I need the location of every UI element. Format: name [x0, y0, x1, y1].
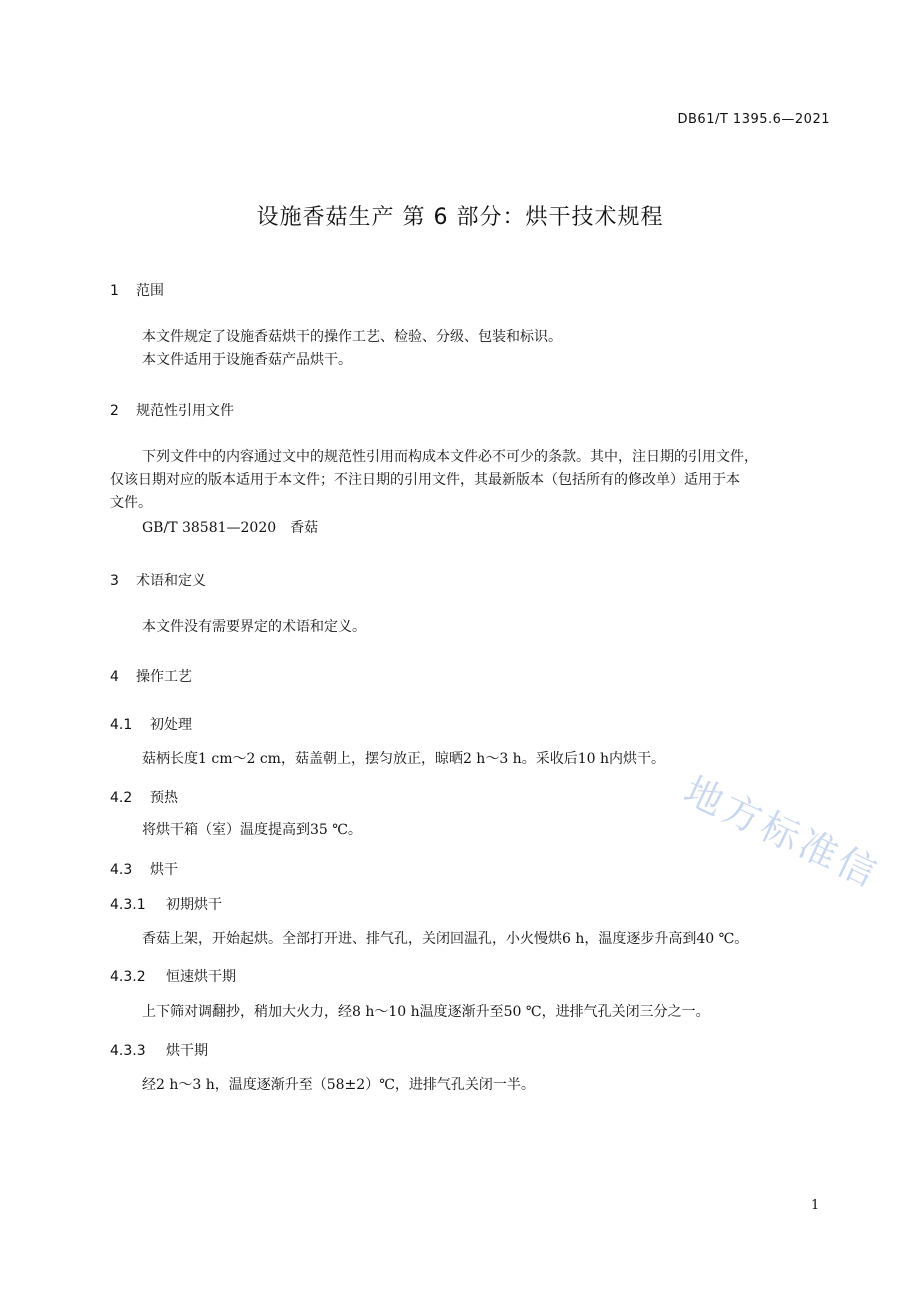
section-number: 1: [110, 283, 119, 299]
section-number: 4.3.1: [110, 897, 146, 913]
section-title: 术语和定义: [136, 573, 206, 589]
section-number: 2: [110, 403, 119, 419]
paragraph-line: 文件。: [110, 495, 152, 511]
section-number: 4.2: [110, 790, 133, 806]
normative-reference: GB/T 38581—2020 香菇: [142, 520, 319, 536]
section-title: 初期烘干: [166, 897, 222, 913]
section-4-3-heading: [110, 859, 178, 879]
standard-code: DB61/T 1395.6—2021: [677, 112, 830, 127]
section-title: 烘干: [150, 862, 178, 878]
paragraph-line: 下列文件中的内容通过文中的规范性引用而构成本文件必不可少的条款。其中，注日期的引用文件，: [142, 449, 758, 465]
section-4-2-heading: [110, 787, 178, 807]
section-title: 操作工艺: [136, 669, 192, 685]
document-title: 设施香菇生产 第 6 部分：烘干技术规程: [256, 205, 664, 230]
section-4-3-3-heading: [110, 1040, 208, 1060]
section-4-1-heading: [110, 714, 192, 734]
section-3-heading: [110, 570, 206, 590]
paragraph: 经2 h～3 h，温度逐渐升至（58±2）℃，进排气孔关闭一半。: [142, 1077, 535, 1093]
paragraph: 菇柄长度1 cm～2 cm，菇盖朝上，摆匀放正，晾晒2 h～3 h。采收后10 h内烘干。: [142, 751, 665, 767]
section-title: 恒速烘干期: [166, 969, 236, 985]
section-number: 4.1: [110, 717, 133, 733]
section-4-3-2-heading: [110, 966, 236, 986]
section-2-heading: [110, 400, 234, 420]
page-number: 1: [811, 1198, 820, 1213]
section-title: 预热: [150, 790, 178, 806]
section-title: 范围: [136, 283, 164, 299]
section-4-heading: [110, 666, 192, 686]
paragraph: 将烘干箱（室）温度提高到35 ℃。: [142, 822, 362, 838]
paragraph: 本文件规定了设施香菇烘干的操作工艺、检验、分级、包装和标识。: [142, 329, 562, 345]
paragraph: 本文件适用于设施香菇产品烘干。: [142, 352, 352, 368]
section-number: 4.3.2: [110, 969, 146, 985]
section-number: 4.3.3: [110, 1043, 146, 1059]
section-title: 烘干期: [166, 1043, 208, 1059]
paragraph-line: 仅该日期对应的版本适用于本文件；不注日期的引用文件，其最新版本（包括所有的修改单）适用于本: [110, 472, 740, 488]
section-number: 4.3: [110, 862, 133, 878]
section-number: 4: [110, 669, 119, 685]
section-1-heading: [110, 280, 164, 300]
paragraph: 上下筛对调翻抄，稍加大火力，经8 h～10 h温度逐渐升至50 ℃，进排气孔关闭三分之一。: [142, 1004, 710, 1020]
paragraph: 香菇上架，开始起烘。全部打开进、排气孔，关闭回温孔，小火慢烘6 h，温度逐步升高到40 ℃。: [142, 931, 749, 947]
paragraph: 本文件没有需要界定的术语和定义。: [142, 619, 366, 635]
section-title: 规范性引用文件: [136, 403, 234, 419]
section-4-3-1-heading: [110, 894, 222, 914]
section-number: 3: [110, 573, 119, 589]
section-title: 初处理: [150, 717, 192, 733]
watermark: 地方标准信: [677, 768, 887, 897]
